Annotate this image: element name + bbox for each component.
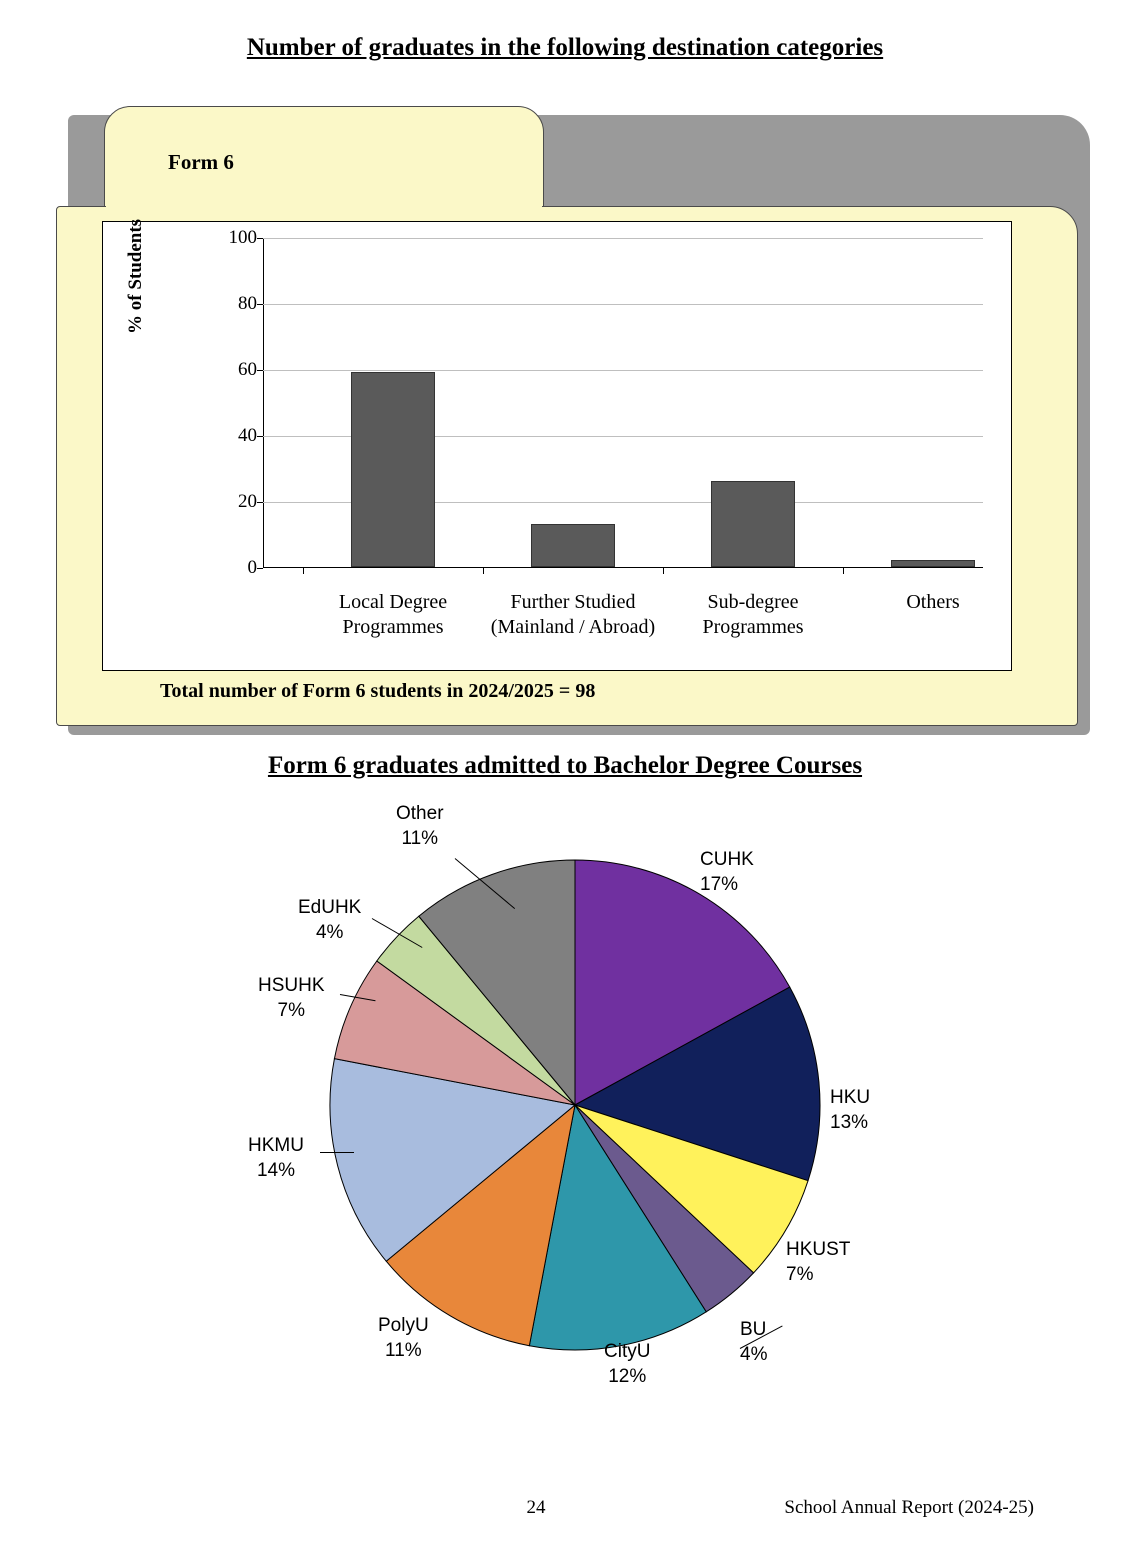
bar-sub-degree-programmes [711, 481, 795, 567]
pie-label-hsuhk-value: 7% [277, 999, 305, 1021]
ytick-mark-40 [257, 436, 263, 437]
pie-label-other-name: Other [396, 803, 444, 824]
pie-chart [325, 855, 825, 1355]
folder-graphic [56, 106, 1078, 726]
pie-label-hkmu-value: 14% [256, 1159, 295, 1181]
ytick-mark-100 [257, 238, 263, 239]
pie-label-eduhk-value: 4% [315, 921, 344, 943]
ytick-mark-60 [257, 370, 263, 371]
xtick-mark-4 [843, 568, 844, 574]
xtick-mark-3 [663, 568, 664, 574]
pie-label-hkmu [248, 1134, 304, 1183]
ytick-label-40: 40 [238, 425, 257, 446]
ytick-label-100: 100 [228, 227, 257, 248]
bar-chart-panel [102, 218, 1012, 671]
pie-chart-section [0, 790, 1130, 1450]
leader-line-hkmu [320, 1152, 354, 1153]
pie-label-cuhk-name: CUHK [700, 849, 754, 870]
pie-label-polyu-value: 11% [385, 1339, 422, 1361]
bar-others [891, 560, 975, 567]
pie-label-hsuhk-name: HSUHK [258, 975, 325, 996]
xcat-label-others: Others [906, 591, 960, 613]
pie-label-hku-value: 13% [830, 1111, 869, 1133]
ytick-mark-80 [257, 304, 263, 305]
bar-chart-y-axis [263, 238, 264, 568]
bar-chart-x-axis [263, 567, 983, 568]
pie-chart-title: Form 6 graduates admitted to Bachelor Degree Courses [267, 752, 863, 779]
gridline-60 [263, 370, 983, 371]
pie-label-hsuhk [258, 974, 325, 1023]
pie-label-polyu [378, 1314, 429, 1363]
ytick-mark-0 [257, 568, 263, 569]
ytick-mark-20 [257, 502, 263, 503]
xcat-label-local-degree: Local Degree Programmes [338, 591, 448, 638]
gridline-80 [263, 304, 983, 305]
xcat-label-further-studied: Further Studied (Mainland / Abroad) [490, 591, 656, 638]
pie-label-cityu-value: 12% [608, 1365, 647, 1387]
ytick-label-0: 0 [247, 557, 257, 578]
pie-label-hkmu-name: HKMU [248, 1135, 304, 1156]
ytick-label-60: 60 [238, 359, 257, 380]
pie-label-eduhk [298, 896, 361, 945]
bar-chart-plot-area [228, 227, 983, 638]
xcat-label-sub-degree: Sub-degree Programmes [702, 591, 804, 638]
pie-label-hkust-value: 7% [786, 1263, 814, 1285]
pie-label-cityu [604, 1340, 650, 1389]
bar-local-degree-programmes [351, 372, 435, 567]
pie-label-other-value: 11% [401, 827, 439, 849]
bar-chart-y-axis-title: % of Students [125, 218, 146, 334]
pie-label-hkust [786, 1238, 850, 1287]
pie-label-hku-name: HKU [830, 1087, 871, 1108]
pie-label-cityu-name: CityU [604, 1341, 651, 1362]
pie-label-eduhk-name: EdUHK [298, 897, 362, 918]
folder-label: Form 6 [168, 150, 234, 174]
page-title: Number of graduates in the following destination categories [246, 34, 884, 61]
pie-label-hkust-name: HKUST [786, 1239, 851, 1260]
bar-further-studied [531, 524, 615, 567]
ytick-label-20: 20 [238, 491, 257, 512]
gridline-100 [263, 238, 983, 239]
ytick-label-80: 80 [238, 293, 257, 314]
pie-label-other [396, 802, 444, 851]
folder-tab-seam [106, 204, 542, 212]
footer-report-name: School Annual Report (2024-25) [784, 1497, 1034, 1518]
xtick-mark-1 [303, 568, 304, 574]
pie-label-bu-name: BU [740, 1319, 767, 1340]
total-students-note: Total number of Form 6 students in 2024/2025 = 98 [160, 680, 596, 702]
pie-label-hku [830, 1086, 870, 1135]
pie-label-polyu-name: PolyU [378, 1315, 429, 1336]
pie-label-cuhk-value: 17% [700, 873, 739, 895]
pie-label-cuhk [700, 848, 754, 897]
pie-label-bu-value: 4% [740, 1343, 768, 1365]
pie-label-bu [740, 1318, 767, 1367]
footer-page-number: 24 [526, 1497, 546, 1518]
xtick-mark-2 [483, 568, 484, 574]
